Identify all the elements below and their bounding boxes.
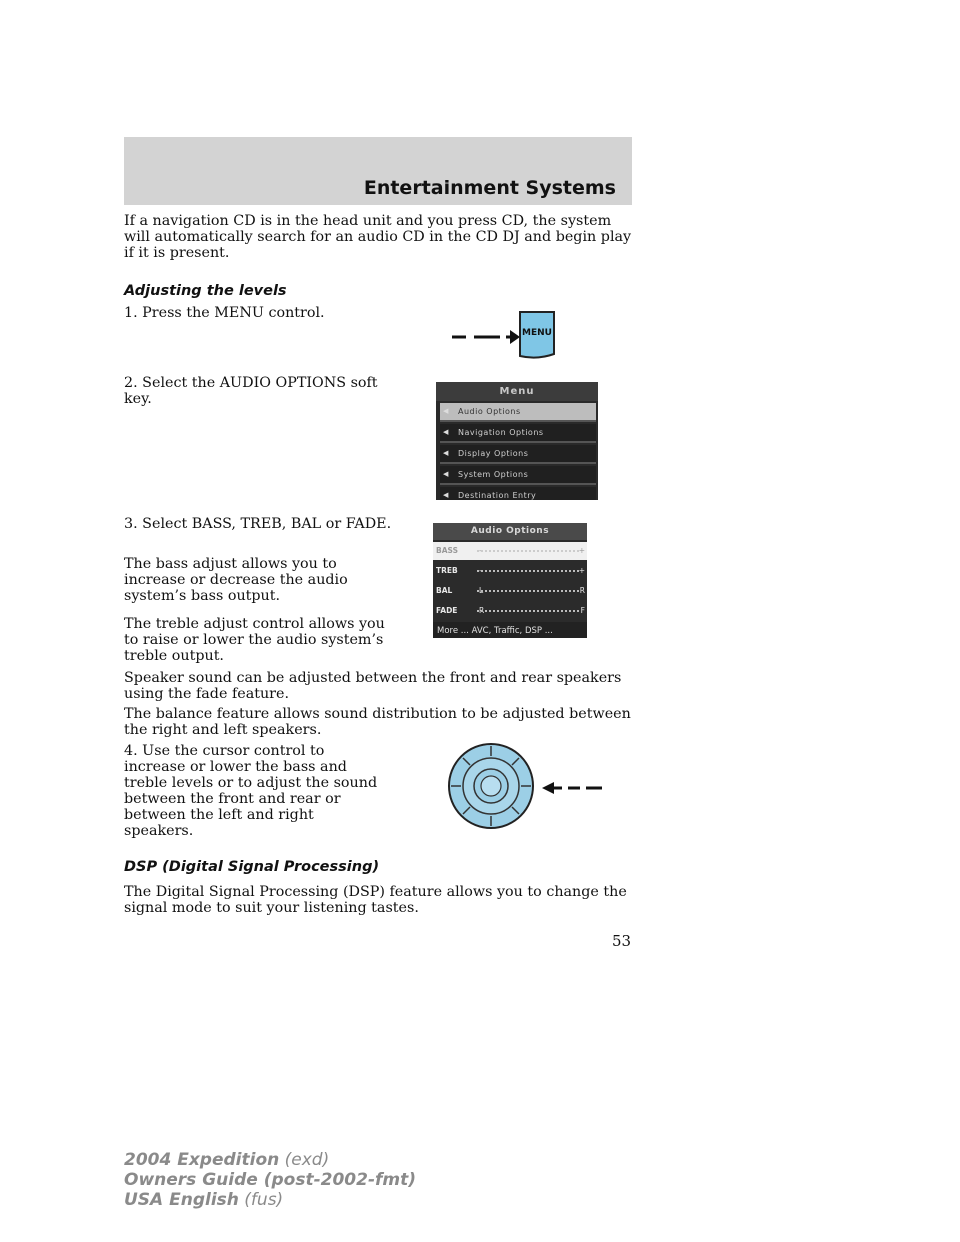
treb-start: – [479, 566, 483, 575]
bal-label: BAL [436, 586, 453, 595]
bass-start: – [479, 546, 483, 555]
arrow-right-icon [510, 330, 520, 344]
audio-row-fade[interactable] [433, 602, 587, 620]
menu-key-label: MENU [522, 328, 552, 338]
audio-row-bass[interactable] [433, 542, 587, 560]
page-number: 53 [612, 932, 632, 950]
menu-item-navigation-options[interactable]: ◀ Navigation Options [440, 424, 596, 443]
footer-language-code: (fus) [244, 1190, 284, 1210]
menu-title: Menu [436, 382, 598, 401]
audio-row-bal[interactable] [433, 582, 587, 600]
bal-start: L [479, 586, 484, 595]
bass-slider-track[interactable] [477, 550, 579, 554]
footer-language: USA English [124, 1190, 239, 1210]
audio-more-row[interactable]: More ... AVC, Traffic, DSP ... [433, 622, 587, 638]
step-1: 1. Press the MENU control. [124, 305, 325, 321]
footer-model: 2004 Expedition [124, 1150, 280, 1170]
menu-item-system-options[interactable]: ◀ System Options [440, 466, 596, 485]
fade-slider-track[interactable] [477, 610, 579, 614]
fade-description: Speaker sound can be adjusted between the front and rear speakers using the fade feature. [124, 670, 622, 702]
cursor-control-illustration [448, 734, 608, 838]
audio-row-treb[interactable] [433, 562, 587, 580]
footer-model-code: (exd) [284, 1150, 330, 1170]
balance-description: The balance feature allows sound distribution to be adjusted between the right and left speakers. [124, 706, 631, 738]
section-title: Entertainment Systems [363, 177, 616, 199]
menu-item-display-options[interactable]: ◀ Display Options [440, 445, 596, 464]
audio-options-title: Audio Options [433, 523, 587, 540]
treble-description: The treble adjust control allows you to raise or lower the audio system’s treble output. [124, 616, 385, 664]
adjusting-heading: Adjusting the levels [124, 283, 287, 299]
fade-start: R [479, 606, 485, 615]
menu-item-destination-entry[interactable]: ◀ Destination Entry [440, 487, 596, 500]
step-3: 3. Select BASS, TREB, BAL or FADE. [124, 516, 392, 532]
bass-description: The bass adjust allows you to increase or decrease the audio system’s bass output. [124, 556, 348, 604]
intro-paragraph: If a navigation CD is in the head unit and you press CD, the system will automatically search for an audio CD in the CD DJ and begin play if it is present. [124, 213, 632, 261]
fade-label: FADE [436, 606, 458, 615]
menu-screen [436, 382, 598, 500]
bal-end: R [579, 586, 585, 595]
dsp-heading: DSP (Digital Signal Processing) [124, 859, 380, 875]
bass-label: BASS [436, 546, 458, 555]
step-4: 4. Use the cursor control to increase or lower the bass and treble levels or to adjust the sound between the front and rear or between the left and right speakers. [124, 743, 378, 839]
footer-guide: Owners Guide (post-2002-fmt) [124, 1170, 417, 1190]
header-band [124, 137, 632, 205]
treb-label: TREB [436, 566, 458, 575]
step-2: 2. Select the AUDIO OPTIONS soft key. [124, 375, 378, 407]
fade-end: F [580, 606, 585, 615]
treb-slider-track[interactable] [477, 570, 579, 574]
menu-item-audio-options[interactable]: ◀ Audio Options [440, 403, 596, 422]
treb-end: + [578, 566, 585, 575]
menu-button-illustration [452, 310, 562, 362]
footer [124, 1150, 416, 1210]
audio-options-screen [433, 523, 587, 638]
bass-end: + [578, 546, 585, 555]
dsp-description: The Digital Signal Processing (DSP) feature allows you to change the signal mode to suit your listening tastes. [124, 884, 627, 916]
bal-slider-track[interactable] [477, 590, 579, 594]
